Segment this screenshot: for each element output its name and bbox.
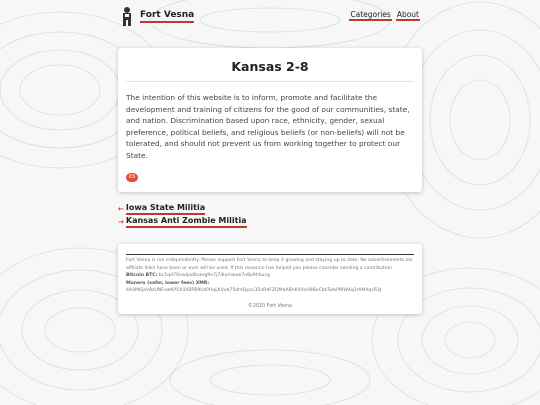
- soldier-logo-icon: [118, 6, 136, 26]
- btc-label: Bitcoin BTC:: [126, 273, 158, 278]
- next-post-label: Kansas Anti Zombie Militia: [126, 216, 247, 228]
- copyright: ©2020 Fort Vesna: [248, 304, 292, 309]
- page-title: Kansas 2-8: [231, 59, 309, 74]
- article-body: The intention of this website is to inform, promote and facilitate the development and training of citizens for the good of our communities, state, and nation. Discrimination based upon race, ethnicity, gender, sexual preference, political beliefs, and religious beliefs (or non-beliefs) will not be tolerated, and should not prevent us from working together to protect our State.: [126, 93, 410, 160]
- arrow-right-icon: →: [118, 218, 124, 226]
- next-post-link[interactable]: [118, 216, 247, 228]
- article-card: [118, 48, 422, 192]
- title-divider: [126, 81, 414, 82]
- tag-badge[interactable]: KS: [126, 173, 138, 182]
- xmr-address[interactable]: 4A4M6jaV8zUNFvwKP5X4XBPB9UzPHqLKVxb75dmQpxc35oRdFZQMaABhKXVsH9BvCbkTwbPWW4q3rhM4qcR3J: [126, 288, 382, 293]
- site-logo-link[interactable]: [118, 6, 194, 26]
- nav-about[interactable]: About: [396, 10, 419, 19]
- btc-address[interactable]: bc1qd70nwljad6uerg9n7j74lumwue7n8y9hhucg: [158, 273, 270, 278]
- main-nav: [349, 10, 420, 21]
- previous-post-label: Iowa State Militia: [126, 203, 205, 215]
- previous-post-link[interactable]: [118, 203, 205, 215]
- footer-text: [126, 257, 416, 295]
- support-message: Fort Vesna is run independently. Please support Fort Vesna to keep it growing and staying up to date. No advertisements nor affiliate links have been or ever will be used. If this resource has helped you please consider sending a contribution.: [126, 258, 413, 271]
- btc-line: [126, 272, 416, 280]
- site-name: Fort Vesna: [140, 10, 194, 23]
- xmr-label: Monero (safer, lower fees) XMR:: [126, 280, 210, 286]
- footer-divider: [126, 254, 414, 255]
- nav-categories[interactable]: Categories: [350, 10, 391, 19]
- arrow-left-icon: ←: [118, 205, 124, 213]
- footer: [118, 244, 422, 314]
